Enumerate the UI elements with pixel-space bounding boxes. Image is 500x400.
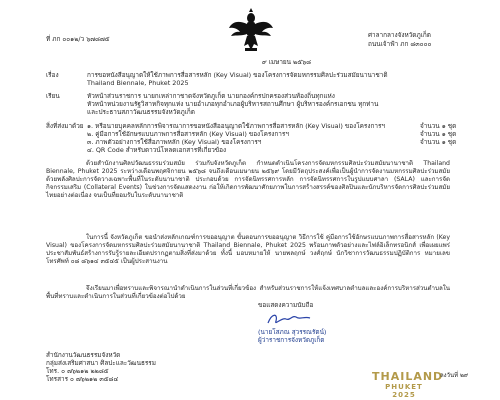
attachment-item-2: ๒. คู่มือการใช้อักษรแบบภาพการสื่อสารหลัก (Key Visual) ของโครงการฯ	[87, 130, 289, 138]
subject-label: เรื่อง	[46, 71, 59, 79]
agency-name: ศาลากลางจังหวัดภูเก็ต	[368, 31, 431, 39]
agency-address: ถนนเจ้าฟ้า ภก ๘๓๐๐๐	[368, 40, 432, 48]
closing-salutation: ขอแสดงความนับถือ	[258, 301, 314, 309]
recipient-line-1: หัวหน้าส่วนราชการ นายกเหล่ากาชาดจังหวัดภูเก็ต นายกองค์กรปกครองส่วนท้องถิ่นทุกแห่ง	[87, 92, 335, 100]
recipient-line-3: และประธานสภาวัฒนธรรมจังหวัดภูเก็ต	[87, 108, 195, 116]
thailand-biennale-logo-subtitle: PHUKET 2025	[385, 383, 423, 399]
side-note: ลงวันที่ ๒๙	[440, 372, 469, 379]
recipient-line-2: หัวหน้าหน่วยงานรัฐวิสาหกิจทุกแห่ง นายอำเภอทุกอำเภอผู้บริหารสถานศึกษา ผู้บริหารองค์กรเอกชน ทุกท่าน	[87, 100, 379, 108]
subject-line-1: การขอหนังสือนุญาตให้ใช้ภาพการสื่อสารหลัก (Key Visual) ของโครงการจัดมหกรรมศิลปะร่วมสมัยนานาชาติ	[87, 71, 388, 79]
footer-fax: โทรสาร ๐ ๗๖๒๑๒ ๓๕๘๔	[46, 375, 119, 383]
attachment-item-1: ๑. หรือนายบุคคลหลักการพิจารณาการขอหนังสืออนุญาตใช้ภาพการสื่อสารหลัก (Key Visual) ของโครงการฯ	[87, 122, 385, 130]
body-paragraph-2: ในการนี้ จังหวัดภูเก็ต ขอนำส่งหลักเกณฑ์การขออนุญาต ขั้นตอนการขออนุญาต วิธีการใช้ คู่มือการใช้อักษรแบบภาพการสื่อสารหลัก (Key Visual) ของโครงการจัดมหกรรมศิลปะร่วมสมัยนานาชาติ Thailand Biennale, Phuket 2025 พร้อมภาพตัวอย่างและไฟล์อิเล็กทรอนิกส์ เพื่อเผยแพร่ประชาสัมพันธ์สร้างการรับรู้รายละเอียดปรากฏตามสิ่งที่ส่งมาด้วย ทั้งนี้ มอบหมายให้ นายพลฤกษ์ วงศ์ฤกษ์ นักวิชาการวัฒนธรรมปฏิบัติการ หมายเลขโทรศัพท์ ๐๘ ๘๖๑๔ ๓๕๔๕ เป็นผู้ประสานงาน	[46, 234, 450, 266]
body-paragraph-1: ด้วยสำนักงานศิลปวัฒนธรรมร่วมสมัย ร่วมกับจังหวัดภูเก็ต กำหนดดำเนินโครงการจัดมหกรรมศิลปะร่วมสมัยนานาชาติ Thailand Biennale, Phuket 2025 ระหว่างเดือนพฤศจิกายน ๒๕๖๘ จนถึงเดือนเมษายน ๒๕๖๙ โดยมีวัตถุประสงค์เพื่อเป็นผู้นำการจัดงานมหกรรมศิลปะร่วมสมัยด้วยพลังศิลปะการจัดวางเฉพาะพื้นที่ในระดับนานาชาติ ประกอบด้วย การจัดนิทรรศการหลัก การจัดนิทรรศการในรูปแบบศาลา (SALA) และการจัดกิจกรรมเสริม (Collateral Events) ในช่วงการจัดแสดงงาน ก่อให้เกิดการพัฒนาศักยภาพในการสร้างสรรค์ของศิลปินและนักบริหารจัดการศิลปะร่วมสมัยไทยอย่างต่อเนื่อง จนเป็นที่ยอมรับในระดับนานาชาติ	[46, 160, 450, 200]
document-date: ๙ เมษายน ๒๕๖๘	[262, 58, 312, 66]
attachment-qty-3: จำนวน ๑ ชุด	[420, 138, 457, 146]
attachments-label: สิ่งที่ส่งมาด้วย	[46, 122, 84, 130]
subject-line-2: Thailand Biennale, Phuket 2025	[87, 79, 189, 87]
thailand-biennale-logo: THAILAND	[372, 370, 444, 383]
document-number: ที่ ภก ๐๐๑๒/ว ๖๗๘๗๕	[46, 35, 110, 43]
footer-office: สำนักงานวัฒนธรรมจังหวัด	[46, 351, 121, 359]
attachment-item-3: ๓. ภาพตัวอย่างการใช้สื่อภาพหลัก (Key Visual) ของโครงการฯ	[87, 138, 262, 146]
garuda-emblem-icon	[228, 8, 274, 54]
signatory-position: ผู้ว่าราชการจังหวัดภูเก็ต	[258, 336, 325, 344]
attachment-item-4: ๔. QR Code สำหรับดาวน์โหลดเอกสารที่เกี่ยวข้อง	[87, 146, 227, 154]
attachment-qty-2: จำนวน ๑ ชุด	[420, 130, 457, 138]
footer-tel: โทร. ๐ ๗๖๒๑๒ ๒๒๘๕	[46, 367, 109, 375]
recipient-label: เรียน	[46, 92, 60, 100]
attachment-qty-1: จำนวน ๑ ชุด	[420, 122, 457, 130]
body-paragraph-3: จึงเรียนมาเพื่อทราบและพิจารณานำดำเนินการในส่วนที่เกี่ยวข้อง สำหรับส่วนราชการให้แจ้งเทศบาลตำบลและองค์การบริหารส่วนตำบลในพื้นที่ทราบและดำเนินการในส่วนที่เกี่ยวข้องต่อไปด้วย	[46, 285, 450, 301]
signatory-name: (นายโสภณ สุวรรณรัตน์)	[258, 328, 327, 336]
footer-group: กลุ่มส่งเสริมศาสนา ศิลปะและวัฒนธรรม	[46, 359, 156, 367]
